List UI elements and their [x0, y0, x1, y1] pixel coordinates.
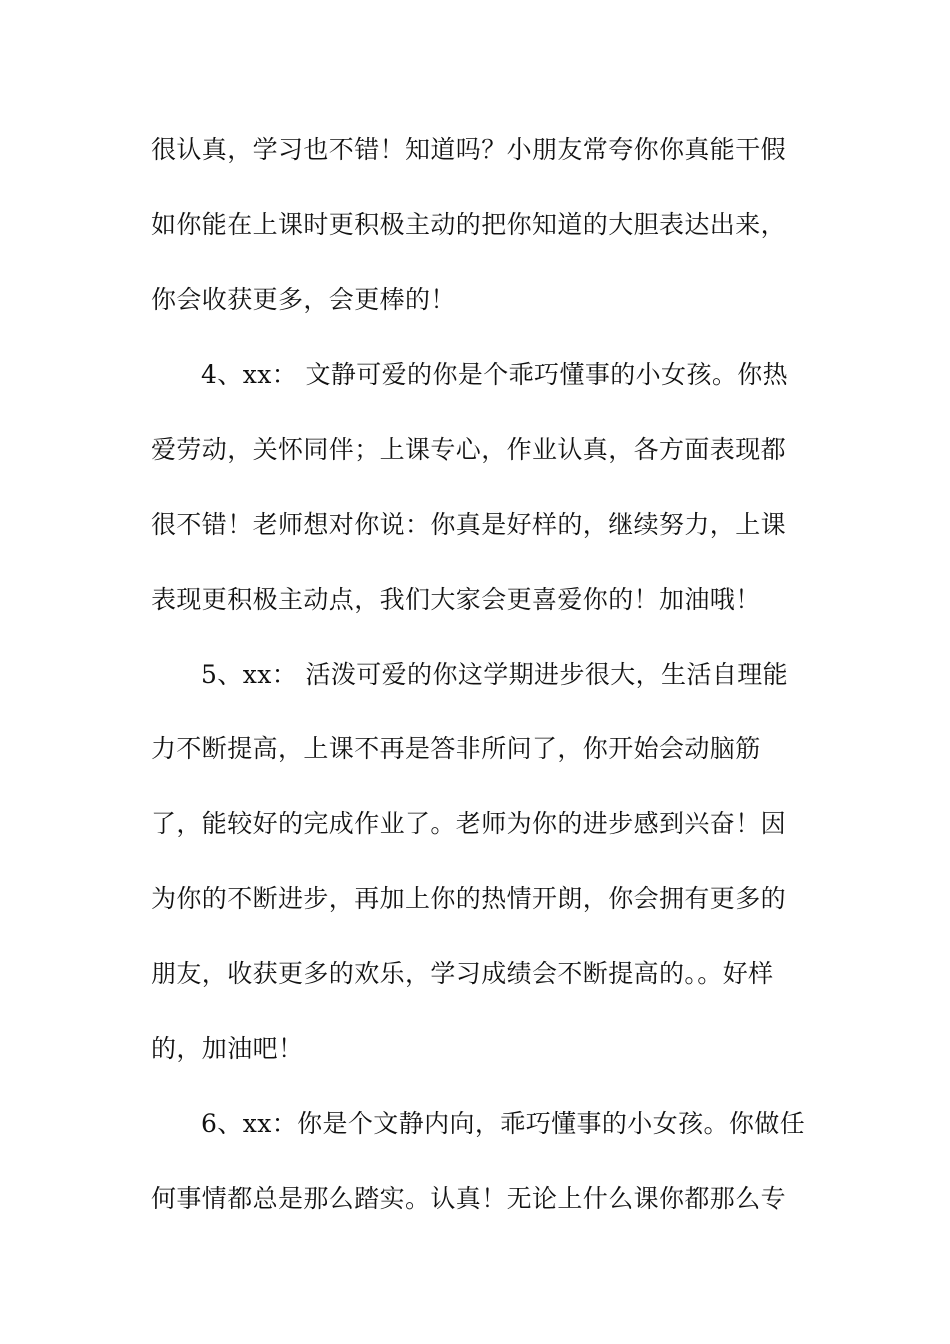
text-line: 很认真，学习也不错！知道吗？小朋友常夸你你真能干假 — [151, 135, 787, 164]
text-line: 朋友，收获更多的欢乐，学习成绩会不断提高的。。好样 — [151, 959, 774, 988]
text-line: 很不错！老师想对你说：你真是好样的，继续努力，上课 — [151, 510, 787, 539]
text-line: 的，加油吧！ — [151, 1034, 304, 1063]
text-line: 爱劳动，关怀同伴；上课专心，作业认真，各方面表现都 — [151, 435, 787, 464]
text-line: 你会收获更多，会更棒的！ — [151, 285, 456, 314]
paragraph-start-line: 4、xx： 文静可爱的你是个乖巧懂事的小女孩。你热 — [201, 360, 789, 389]
text-line: 表现更积极主动点，我们大家会更喜爱你的！加油哦！ — [151, 585, 761, 614]
paragraph-start-line: 6、xx：你是个文静内向，乖巧懂事的小女孩。你做任 — [201, 1109, 806, 1138]
text-line: 了，能较好的完成作业了。老师为你的进步感到兴奋！因 — [151, 809, 787, 838]
text-line: 力不断提高，上课不再是答非所问了，你开始会动脑筋 — [151, 734, 761, 763]
text-line: 何事情都总是那么踏实。认真！无论上什么课你都那么专 — [151, 1184, 787, 1213]
paragraph-start-line: 5、xx： 活泼可爱的你这学期进步很大，生活自理能 — [201, 660, 789, 689]
text-line: 如你能在上课时更积极主动的把你知道的大胆表达出来， — [151, 210, 787, 239]
text-line: 为你的不断进步，再加上你的热情开朗，你会拥有更多的 — [151, 884, 787, 913]
